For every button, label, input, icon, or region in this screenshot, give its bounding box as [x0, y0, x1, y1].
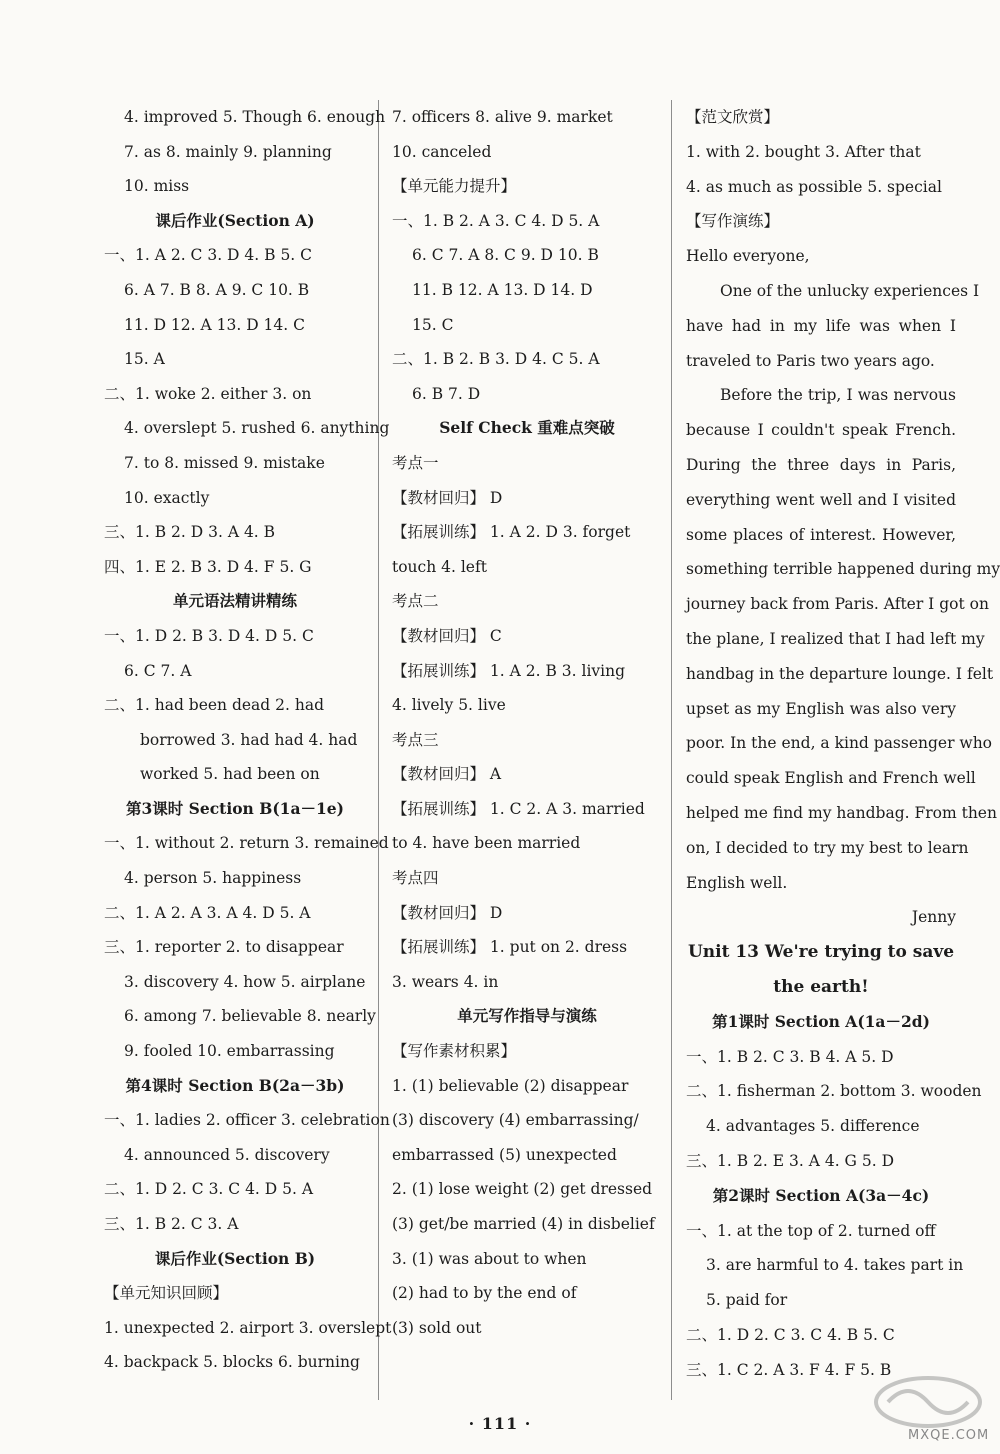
section-heading: 第1课时 Section A(1a－2d) — [712, 1011, 930, 1031]
section-heading: the earth! — [773, 976, 869, 997]
answer-line: on, I decided to try my best to learn — [686, 838, 969, 857]
section-heading: Unit 13 We're trying to save — [687, 942, 955, 963]
answer-line: 10. exactly — [124, 488, 210, 507]
answer-line: 二、1. fisherman 2. bottom 3. wooden — [686, 1082, 982, 1101]
answer-line: 【拓展训练】 1. C 2. A 3. married — [392, 799, 645, 818]
answer-line: because I couldn't speak French. — [686, 421, 956, 440]
answer-line: 3. are harmful to 4. takes part in — [706, 1256, 964, 1275]
answer-line: journey back from Paris. After I got on — [686, 595, 989, 614]
page-number: · 111 · — [468, 1414, 532, 1433]
answer-line: 【单元能力提升】 — [392, 177, 517, 196]
answer-line: some places of interest. However, — [686, 525, 956, 544]
section-heading: 课后作业(Section A) — [155, 210, 315, 230]
answer-line: could speak English and French well — [686, 769, 976, 788]
answer-line: 二、1. D 2. C 3. C 4. B 5. C — [686, 1325, 895, 1344]
answer-line: upset as my English was also very — [686, 699, 956, 718]
column-divider — [671, 100, 672, 1400]
answer-line: 9. fooled 10. embarrassing — [124, 1042, 335, 1061]
section-heading: 第2课时 Section A(3a－4c) — [712, 1185, 930, 1205]
answer-line: 6. C 7. A 8. C 9. D 10. B — [412, 246, 599, 265]
column-divider — [378, 100, 379, 1400]
answer-line: 一、1. ladies 2. officer 3. celebration — [104, 1111, 390, 1130]
answer-line: 三、1. B 2. C 3. A — [104, 1215, 239, 1233]
answer-line: 4. as much as possible 5. special — [686, 177, 942, 196]
answer-line: English well. — [686, 873, 788, 892]
answer-line: 7. to 8. missed 9. mistake — [124, 453, 325, 472]
answer-line: 一、1. at the top of 2. turned off — [686, 1221, 936, 1240]
answer-line: helped me find my handbag. From then — [686, 803, 997, 822]
answer-line: 【拓展训练】 1. A 2. B 3. living — [392, 661, 626, 680]
answer-line: 考点四 — [392, 869, 439, 888]
answer-line: 三、1. C 2. A 3. F 4. F 5. B — [686, 1360, 892, 1379]
answer-line: 4. lively 5. live — [392, 696, 506, 715]
answer-line: 3. (1) was about to when — [392, 1249, 587, 1268]
answer-line: (3) get/be married (4) in disbelief — [392, 1215, 655, 1233]
answer-line: 一、1. A 2. C 3. D 4. B 5. C — [104, 246, 313, 265]
answer-line: Hello everyone, — [686, 247, 810, 266]
answer-line: 四、1. E 2. B 3. D 4. F 5. G — [104, 557, 312, 576]
answer-line: 6. C 7. A — [124, 661, 192, 680]
answer-line: poor. In the end, a kind passenger who — [686, 734, 993, 753]
answer-line: 4. announced 5. discovery — [124, 1145, 330, 1164]
answer-line: something terrible happened during my — [686, 560, 1000, 579]
answer-line: 4. advantages 5. difference — [706, 1117, 920, 1136]
answer-column-1 — [104, 100, 392, 1380]
answer-line: 【教材回归】 A — [392, 765, 502, 784]
answer-line: 15. C — [412, 315, 454, 334]
answer-line: 11. D 12. A 13. D 14. C — [124, 315, 305, 334]
answer-column-3 — [686, 100, 1000, 1387]
answer-line: 二、1. had been dead 2. had — [104, 696, 325, 715]
answer-line: 【教材回归】 C — [392, 626, 502, 645]
answer-line: 4. overslept 5. rushed 6. anything — [124, 419, 390, 438]
answer-line: 4. improved 5. Though 6. enough — [124, 108, 386, 126]
answer-line: 6. B 7. D — [412, 384, 481, 403]
answer-line: 15. A — [124, 350, 165, 369]
answer-line: 一、1. D 2. B 3. D 4. D 5. C — [104, 626, 314, 645]
section-heading: 单元语法精讲精练 — [172, 591, 297, 611]
section-heading: 单元写作指导与演练 — [457, 1006, 597, 1026]
answer-line: 4. backpack 5. blocks 6. burning — [104, 1353, 360, 1372]
answer-line: 三、1. B 2. E 3. A 4. G 5. D — [686, 1151, 894, 1170]
answer-line: 二、1. woke 2. either 3. on — [104, 384, 312, 403]
answer-line: 一、1. B 2. A 3. C 4. D 5. A — [392, 211, 600, 230]
section-heading: Self Check 重难点突破 — [439, 418, 615, 438]
answer-line: 1. with 2. bought 3. After that — [686, 142, 921, 161]
answer-line: One of the unlucky experiences I — [720, 281, 980, 300]
answer-line: 【教材回归】 D — [392, 903, 503, 922]
answer-line: 【拓展训练】 1. A 2. D 3. forget — [392, 523, 631, 542]
answer-line: embarrassed (5) unexpected — [392, 1145, 617, 1164]
answer-line: 10. canceled — [392, 142, 492, 161]
answer-line: (3) discovery (4) embarrassing/ — [392, 1111, 639, 1130]
answer-line: 【写作素材积累】 — [392, 1042, 517, 1061]
answer-line: 10. miss — [124, 177, 190, 196]
section-heading: 课后作业(Section B) — [154, 1248, 316, 1268]
answer-line: 3. discovery 4. how 5. airplane — [124, 972, 366, 991]
answer-line: 考点一 — [392, 453, 439, 472]
answer-line: 1. (1) believable (2) disappear — [392, 1076, 629, 1095]
answer-line: (3) sold out — [392, 1318, 482, 1337]
answer-line: (2) had to by the end of — [392, 1284, 577, 1303]
answer-line: 【单元知识回顾】 — [104, 1284, 229, 1303]
answer-line: handbag in the departure lounge. I felt — [686, 664, 994, 683]
section-heading: 第4课时 Section B(2a－3b) — [125, 1075, 345, 1095]
answer-line: touch 4. left — [392, 557, 487, 576]
answer-line: Jenny — [911, 908, 956, 927]
answer-line: 二、1. A 2. A 3. A 4. D 5. A — [104, 903, 311, 922]
answer-line: 【范文欣赏】 — [686, 108, 780, 126]
answer-line: to 4. have been married — [392, 834, 581, 853]
answer-line: 7. as 8. mainly 9. planning — [124, 142, 332, 161]
answer-line: 三、1. B 2. D 3. A 4. B — [104, 523, 276, 542]
answer-line: 4. person 5. happiness — [124, 869, 302, 888]
answer-line: 考点二 — [392, 592, 439, 611]
answer-line: During the three days in Paris, — [686, 455, 956, 474]
answer-line: have had in my life was when I — [686, 316, 956, 335]
answer-line: 3. wears 4. in — [392, 972, 499, 991]
answer-line: 一、1. B 2. C 3. B 4. A 5. D — [686, 1047, 894, 1066]
answer-line: 1. unexpected 2. airport 3. overslept — [104, 1318, 392, 1337]
answer-line: 6. among 7. believable 8. nearly — [124, 1007, 376, 1026]
answer-line: 二、1. B 2. B 3. D 4. C 5. A — [392, 350, 600, 369]
answer-line: 【拓展训练】 1. put on 2. dress — [392, 938, 628, 957]
answer-line: borrowed 3. had had 4. had — [140, 730, 358, 749]
answer-line: 三、1. reporter 2. to disappear — [104, 938, 344, 957]
answer-line: 11. B 12. A 13. D 14. D — [412, 280, 593, 299]
answer-line: worked 5. had been on — [140, 765, 320, 784]
answer-line: 一、1. without 2. return 3. remained — [104, 834, 389, 853]
answer-line: 二、1. D 2. C 3. C 4. D 5. A — [104, 1180, 314, 1199]
answer-line: traveled to Paris two years ago. — [686, 351, 935, 370]
answer-line: 6. A 7. B 8. A 9. C 10. B — [124, 280, 310, 299]
answer-line: 考点三 — [392, 730, 439, 749]
answer-line: 2. (1) lose weight (2) get dressed — [392, 1180, 653, 1199]
answer-line: the plane, I realized that I had left my — [686, 629, 985, 648]
answer-line: Before the trip, I was nervous — [720, 386, 956, 405]
section-heading: 第3课时 Section B(1a－1e) — [126, 798, 344, 818]
watermark-text: MXQE.COM — [908, 1428, 990, 1443]
answer-line: 【写作演练】 — [686, 212, 780, 231]
answer-line: 【教材回归】 D — [392, 488, 503, 507]
answer-line: 7. officers 8. alive 9. market — [392, 108, 613, 126]
answer-column-2 — [392, 100, 662, 1345]
answer-line: 5. paid for — [706, 1291, 788, 1310]
answer-line: everything went well and I visited — [686, 490, 956, 509]
